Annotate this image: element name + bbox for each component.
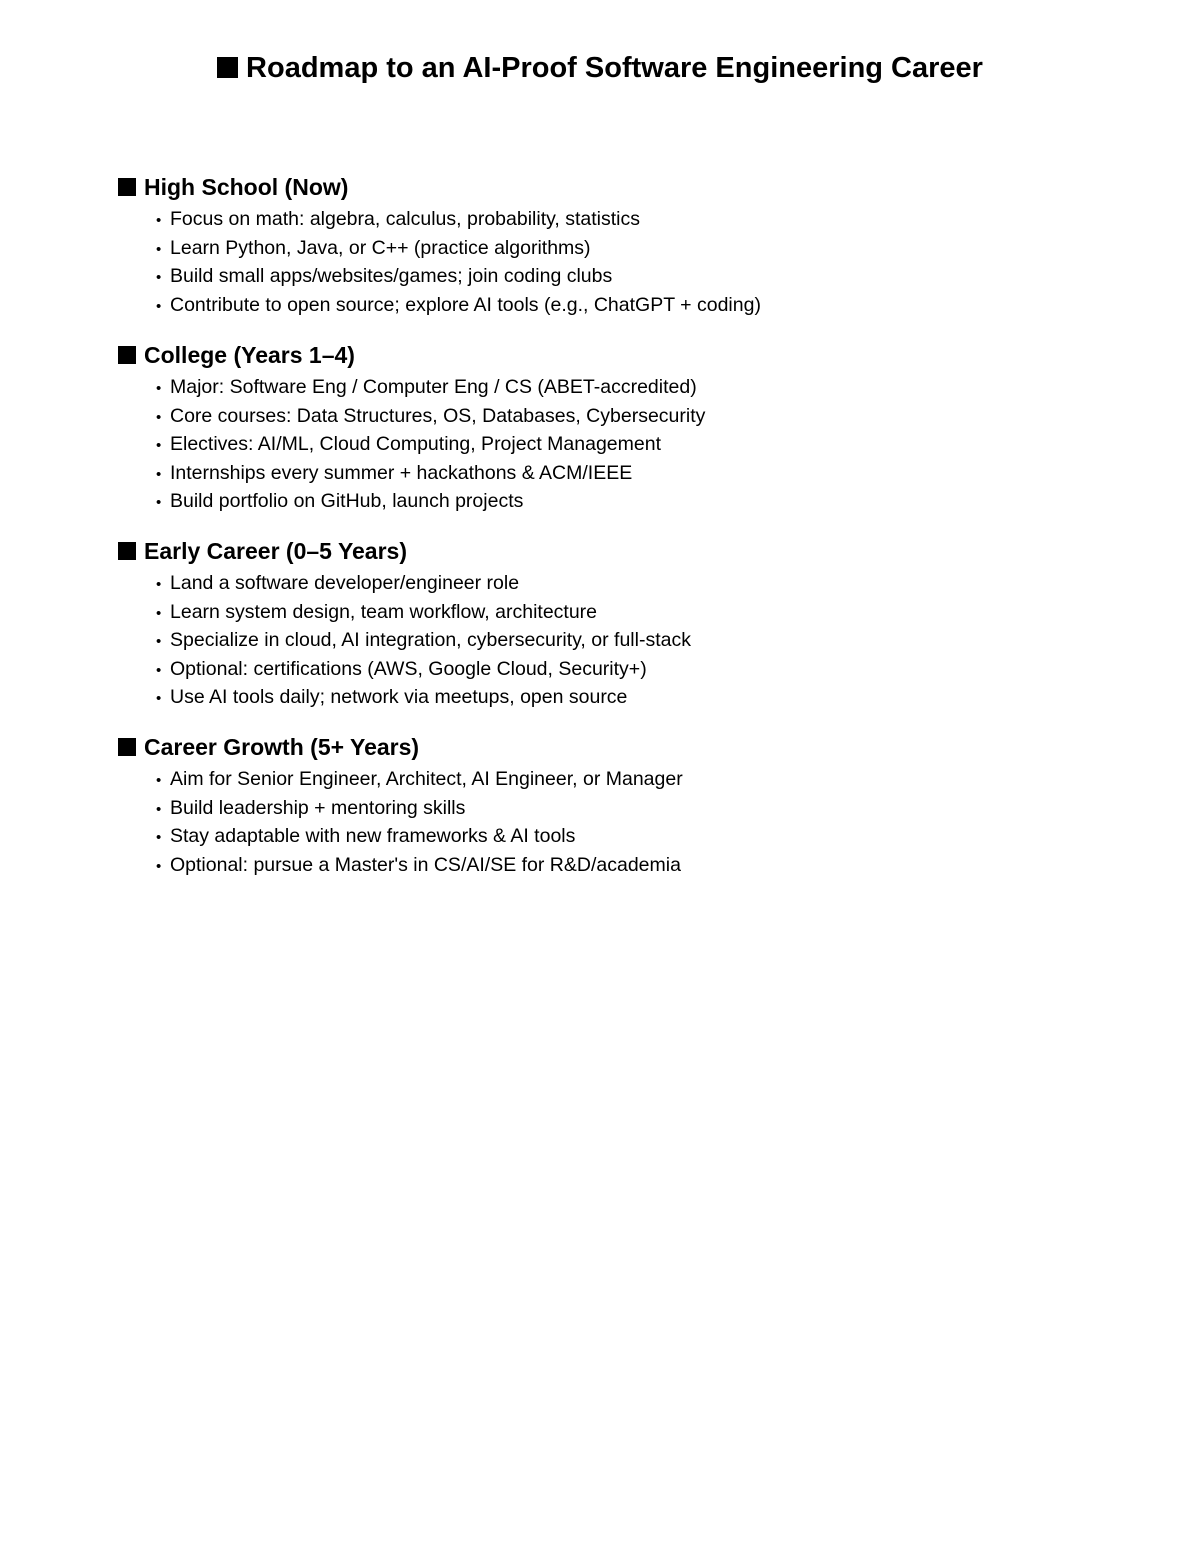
square-bullet-icon [118, 542, 136, 560]
list-item [156, 206, 1118, 235]
bullet-dot-icon: • [156, 408, 162, 426]
list-item-text: Internships every summer + hackathons & ACM/IEEE [170, 461, 633, 484]
list-item [156, 235, 1118, 264]
section-heading [118, 732, 1118, 762]
section-heading-text: High School (Now) [144, 174, 349, 200]
bullet-dot-icon: • [156, 212, 162, 229]
square-bullet-icon [217, 57, 238, 78]
bullet-dot-icon: • [156, 772, 162, 789]
list-item-text: Major: Software Eng / Computer Eng / CS (ABET-accredited) [170, 376, 697, 398]
section-heading [118, 536, 1118, 566]
bullet-dot-icon: • [156, 857, 162, 875]
bullet-list [118, 766, 1118, 880]
bullet-dot-icon: • [156, 297, 162, 315]
list-item [156, 656, 1118, 685]
list-item [156, 460, 1118, 489]
section-heading-text: Career Growth (5+ Years) [144, 734, 420, 760]
list-item [156, 374, 1118, 403]
list-item [156, 570, 1118, 599]
bullet-dot-icon: • [156, 269, 162, 286]
bullet-dot-icon: • [156, 633, 162, 650]
list-item-text: Optional: certifications (AWS, Google Cloud, Security+) [170, 657, 647, 680]
section-heading-text: College (Years 1–4) [144, 342, 355, 368]
list-item-text: Aim for Senior Engineer, Architect, AI Engineer, or Manager [170, 768, 683, 790]
section-heading [118, 340, 1118, 370]
list-item-text: Learn Python, Java, or C++ (practice algorithms) [170, 236, 591, 259]
bullet-list [118, 570, 1118, 713]
page-title-text: Roadmap to an AI-Proof Software Engineering Career [246, 52, 983, 84]
list-item [156, 823, 1118, 852]
list-item-text: Use AI tools daily; network via meetups, open source [170, 686, 628, 708]
bullet-dot-icon: • [156, 576, 162, 593]
list-item-text: Electives: AI/ML, Cloud Computing, Project Management [170, 433, 661, 455]
list-item [156, 599, 1118, 628]
list-item-text: Build leadership + mentoring skills [170, 796, 466, 819]
list-item [156, 852, 1118, 881]
list-item [156, 766, 1118, 795]
list-item-text: Learn system design, team workflow, architecture [170, 600, 598, 623]
list-item [156, 292, 1118, 321]
section-heading-text: Early Career (0–5 Years) [144, 538, 407, 564]
list-item [156, 403, 1118, 432]
bullet-dot-icon: • [156, 437, 162, 454]
list-item [156, 263, 1118, 292]
list-item [156, 488, 1118, 517]
bullet-dot-icon: • [156, 465, 162, 483]
section-heading [118, 172, 1118, 202]
bullet-dot-icon: • [156, 380, 162, 397]
list-item-text: Build small apps/websites/games; join coding clubs [170, 265, 613, 287]
section-career-growth [118, 732, 1118, 880]
bullet-dot-icon: • [156, 690, 162, 707]
bullet-dot-icon: • [156, 829, 162, 846]
list-item-text: Contribute to open source; explore AI tools (e.g., ChatGPT + coding) [170, 293, 761, 316]
list-item-text: Stay adaptable with new frameworks & AI tools [170, 825, 576, 847]
list-item [156, 431, 1118, 460]
square-bullet-icon [118, 346, 136, 364]
list-item [156, 795, 1118, 824]
list-item [156, 684, 1118, 713]
section-college [118, 340, 1118, 517]
bullet-dot-icon: • [156, 494, 162, 511]
bullet-list [118, 374, 1118, 517]
list-item-text: Specialize in cloud, AI integration, cybersecurity, or full-stack [170, 629, 691, 651]
list-item-text: Optional: pursue a Master's in CS/AI/SE for R&D/academia [170, 853, 681, 876]
square-bullet-icon [118, 738, 136, 756]
list-item-text: Land a software developer/engineer role [170, 572, 520, 594]
bullet-dot-icon: • [156, 240, 162, 258]
list-item-text: Focus on math: algebra, calculus, probability, statistics [170, 208, 641, 230]
page-title [0, 49, 1200, 87]
square-bullet-icon [118, 178, 136, 196]
list-item [156, 627, 1118, 656]
section-high-school [118, 172, 1118, 320]
bullet-dot-icon: • [156, 604, 162, 622]
bullet-dot-icon: • [156, 661, 162, 679]
section-early-career [118, 536, 1118, 713]
bullet-dot-icon: • [156, 800, 162, 818]
bullet-list [118, 206, 1118, 320]
list-item-text: Core courses: Data Structures, OS, Databases, Cybersecurity [170, 404, 706, 427]
list-item-text: Build portfolio on GitHub, launch projects [170, 490, 524, 512]
